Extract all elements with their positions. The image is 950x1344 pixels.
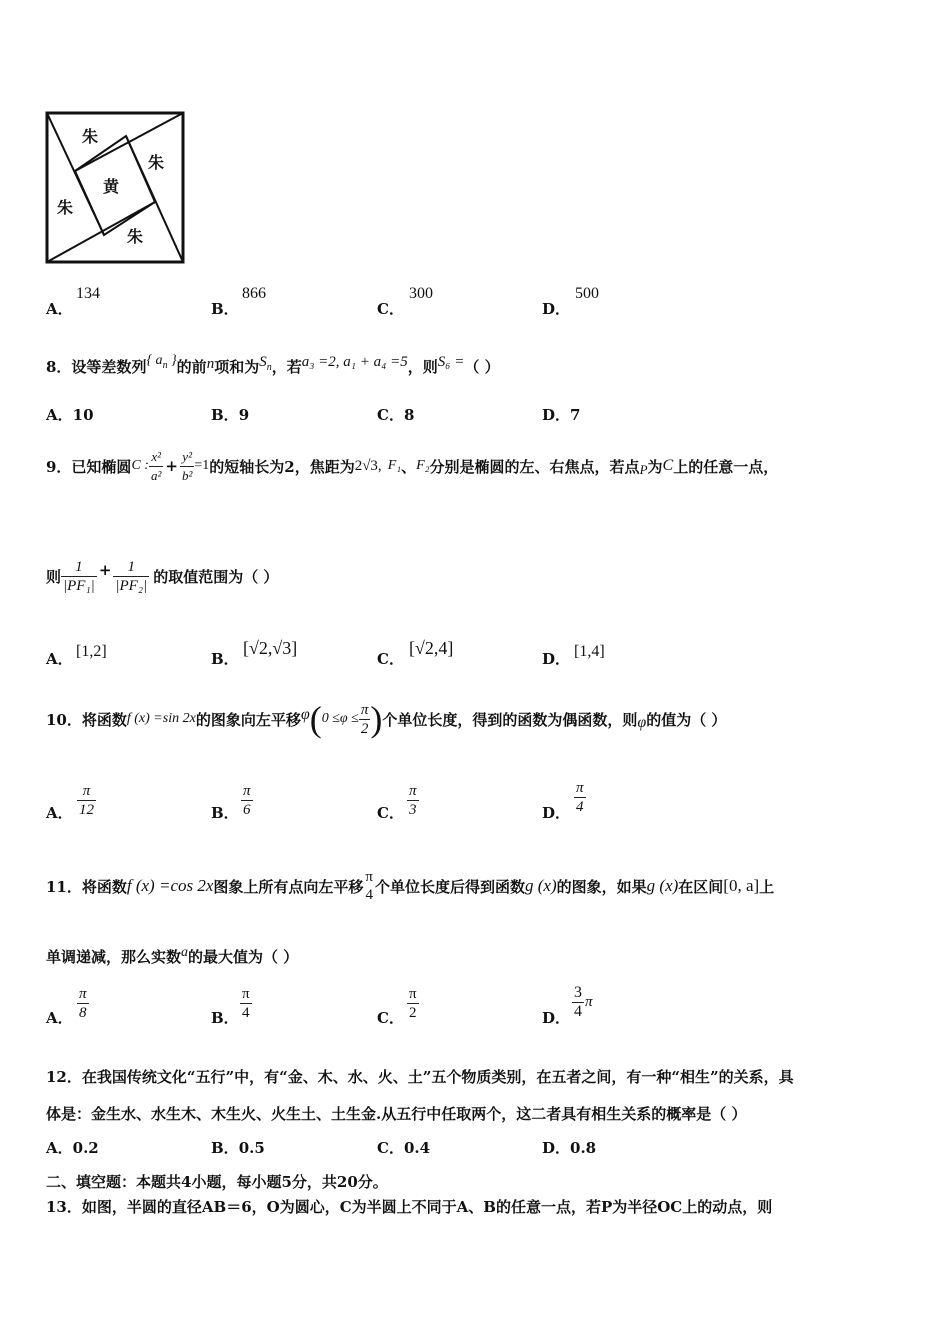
q9-option-d-value: [1,4] — [574, 643, 605, 660]
q11-option-b-value: $\frac{\pi}{4}$ — [242, 986, 250, 1021]
q12-stem-line1: 12．在我国传统文化“五行”中，有“金、木、水、火、土”五个物质类别，在五者之间，有一种“相生”的关系，具 — [46, 1068, 794, 1086]
q7-option-b-key: B． — [211, 300, 239, 318]
y2-over-b2: $\frac{\text{y²}}{\text{b²}}$ — [181, 448, 193, 483]
q8-option-d: D．7 — [542, 406, 581, 424]
q11-option-d-value: $\frac{3}{4}$ π — [574, 984, 593, 1020]
q10-option-d-key: D． — [542, 804, 571, 822]
q8-stem: 8．设等差数列{ $a_n$ }的前n项和为$S_n$，若a₃ =2, a₁ + a₄ =5，则S₆ =（ ） — [46, 353, 500, 376]
section-heading: 二、填空题：本题共4小题，每小题5分，共20分。 — [46, 1173, 388, 1191]
q9-option-d-key: D． — [542, 650, 571, 668]
q10-stem: 10．将函数 f (x) =sin 2x 的图象向左平移 φ ( 0 ≤φ ≤ $\frac{\pi}{2}$ ) 个单位长度，得到的函数为偶函数，则 φ 的值为（ ） — [46, 699, 727, 739]
q7-option-c-key: C． — [377, 300, 404, 318]
q7-option-d-value: 500 — [575, 285, 599, 302]
q11-option-b-key: B． — [211, 1009, 239, 1027]
q9-option-c-value: [√2,4] — [409, 638, 454, 658]
q11-stem-line1: 11．将函数 f (x) =cos 2x 图象上所有点向左平移 π 4 个单位长度后得到函数 g (x) 的图象，如果 g (x) 在区间 [0, a] 上 — [46, 869, 775, 903]
q11-stem-line2: 单调递减，那么实数a的最大值为（ ） — [46, 945, 299, 966]
q12-option-b: B．0.5 — [211, 1139, 265, 1157]
q9-stem-line1: 9．已知椭圆 C : $\frac{\text{x²}}{\text{a²}}$ + $\frac{\text{y²}}{\text{b²}}$ =1 的短轴长为2，焦距为 2√3, F₁ 、 F₂ 分别是椭圆的左、右焦点，若点 P 为 C 上的任意一点， — [46, 448, 779, 483]
figure-label: 朱 — [148, 153, 165, 172]
q7-option-a-value: 134 — [76, 285, 100, 302]
q7-option-d-key: D． — [542, 300, 571, 318]
q10-option-a-value: $\frac{\pi}{12}$ — [79, 783, 94, 818]
figure-label: 朱 — [127, 227, 144, 246]
q11-option-c-value: $\frac{\pi}{2}$ — [409, 986, 417, 1021]
figure-label-center: 黄 — [103, 177, 120, 196]
q8-option-b: B．9 — [211, 406, 250, 424]
q10-option-d-value: $\frac{\pi}{4}$ — [576, 780, 584, 815]
q11-option-d-key: D． — [542, 1009, 571, 1027]
q11-option-a-value: $\frac{\pi}{8}$ — [79, 986, 87, 1021]
q7-option-a-key: A． — [46, 300, 73, 318]
q7-option-b-value: 866 — [242, 285, 266, 302]
q12-option-d: D．0.8 — [542, 1139, 597, 1157]
pi-over-4: π 4 — [365, 869, 373, 903]
q9-option-b-key: B． — [211, 650, 239, 668]
q8-option-a: A．10 — [46, 406, 94, 424]
q9-option-b-value: [√2,√3] — [243, 638, 298, 658]
q10-option-a-key: A． — [46, 804, 73, 822]
x2-over-a2: $\frac{\text{x²}}{\text{a²}}$ — [150, 448, 162, 483]
figure-label: 朱 — [57, 198, 74, 217]
q13-stem: 13．如图，半圆的直径AB＝6，O为圆心，C为半圆上不同于A、B的任意一点，若P为半径OC上的动点，则 — [46, 1198, 773, 1216]
pi-over-2: $\frac{\pi}{2}$ — [360, 701, 369, 737]
q10-option-c-key: C． — [377, 804, 404, 822]
q8-option-c: C．8 — [377, 406, 415, 424]
q10-option-c-value: $\frac{\pi}{3}$ — [409, 783, 417, 818]
q12-stem-line2: 体是：金生水、水生木、木生火、火生土、土生金.从五行中任取两个，这二者具有相生关系的概率是（ ） — [46, 1105, 747, 1123]
q9-option-a-key: A． — [46, 650, 73, 668]
q9-option-a-value: [1,2] — [76, 643, 107, 660]
q10-option-b-key: B． — [211, 804, 239, 822]
q11-option-a-key: A． — [46, 1009, 73, 1027]
q12-option-c: C．0.4 — [377, 1139, 431, 1157]
q7-option-c-value: 300 — [409, 285, 433, 302]
q10-option-b-value: $\frac{\pi}{6}$ — [243, 783, 251, 818]
one-over-pf2: $\frac{1}{\text{|PF₂|}}$ — [115, 558, 148, 594]
figure-label: 朱 — [82, 127, 99, 146]
q9-stem-line2: 则 $\frac{1}{\text{|PF₁|}}$ + $\frac{1}{\text{|PF₂|}}$ 的取值范围为（ ） — [46, 558, 279, 594]
q11-option-c-key: C． — [377, 1009, 404, 1027]
q9-option-c-key: C． — [377, 650, 404, 668]
one-over-pf1: $\frac{1}{\text{|PF₁|}}$ — [63, 558, 95, 594]
q12-option-a: A．0.2 — [46, 1139, 99, 1157]
